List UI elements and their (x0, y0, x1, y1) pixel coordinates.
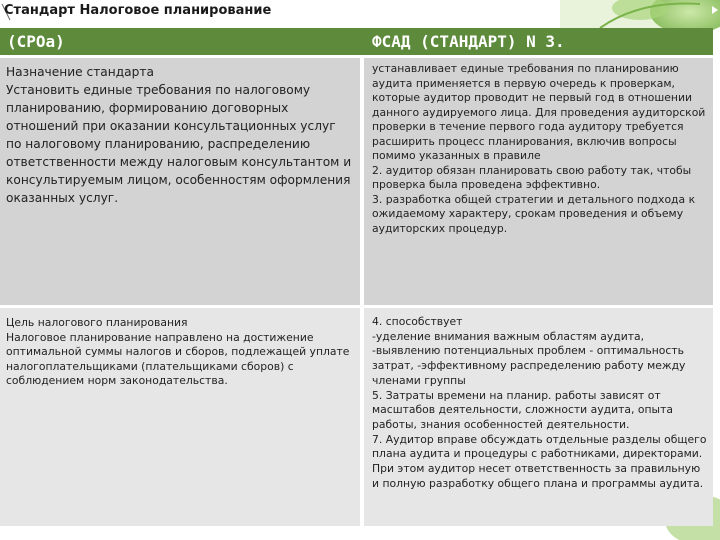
comparison-table (0, 28, 713, 526)
standard-purpose-text: Назначение стандарта Установить единые требования по налоговому планированию, формированию договорных отношений при оказании консультационных услуг по налоговому планированию, распределению ответственности между налоговым консультантом и консультируемым лицом, особенностям оформления оказанных услуг. (6, 65, 352, 205)
table-row-2-left-cell (0, 307, 362, 527)
column-header-right-label: ФСАД (СТАНДАРТ) N 3. (372, 32, 565, 51)
column-header-left (0, 28, 362, 57)
tax-planning-goal-text: Цель налогового планирования Налоговое планирование направлено на достижение оптимальной суммы налогов и сборов, подлежащей уплате налогоплательщиками (плательщиками сборов) с соблюдением норм законодательства. (6, 316, 350, 387)
table-row-1-left-cell (0, 57, 362, 307)
table-row-1-right-cell (362, 57, 713, 307)
column-header-left-label: (СРОа) (7, 32, 65, 51)
slide-title: Стандарт Налоговое планирование (4, 3, 272, 18)
fsad-details-text: 4. способствует -уделение внимания важным областям аудита, -выявлению потенциальных проблем - оптимальность затрат, -эффективному распределению работу между членами группы 5. Затраты времени на планир. работы зависят от масштабов деятельности, сложности аудита, опыта работы, знания особенностей деятельности. 7. Аудитор вправе обсуждать отдельные разделы общего плана аудита и процедуры с работниками, директорами. При этом аудитор несет ответственность за правильную и полную разработку общего плана и программы аудита. (372, 315, 707, 490)
fsad-requirements-text: устанавливает единые требования по планированию аудита применяется в первую очередь к проверкам, которые аудитор проводит не первый год в отношении данного аудируемого лица. Для проведения аудиторской проверки в течение первого года аудитору требуется расширить процесс планирования, включив вопросы помимо указанных в правиле 2. аудитор обязан планировать свою работу так, чтобы проверка была проведена эффективно. 3. разработка общей стратегии и детального подхода к ожидаемому характеру, срокам проведения и объему аудиторских процедур. (372, 62, 706, 235)
column-header-right (362, 28, 713, 57)
table-row-2-right-cell (362, 307, 713, 527)
